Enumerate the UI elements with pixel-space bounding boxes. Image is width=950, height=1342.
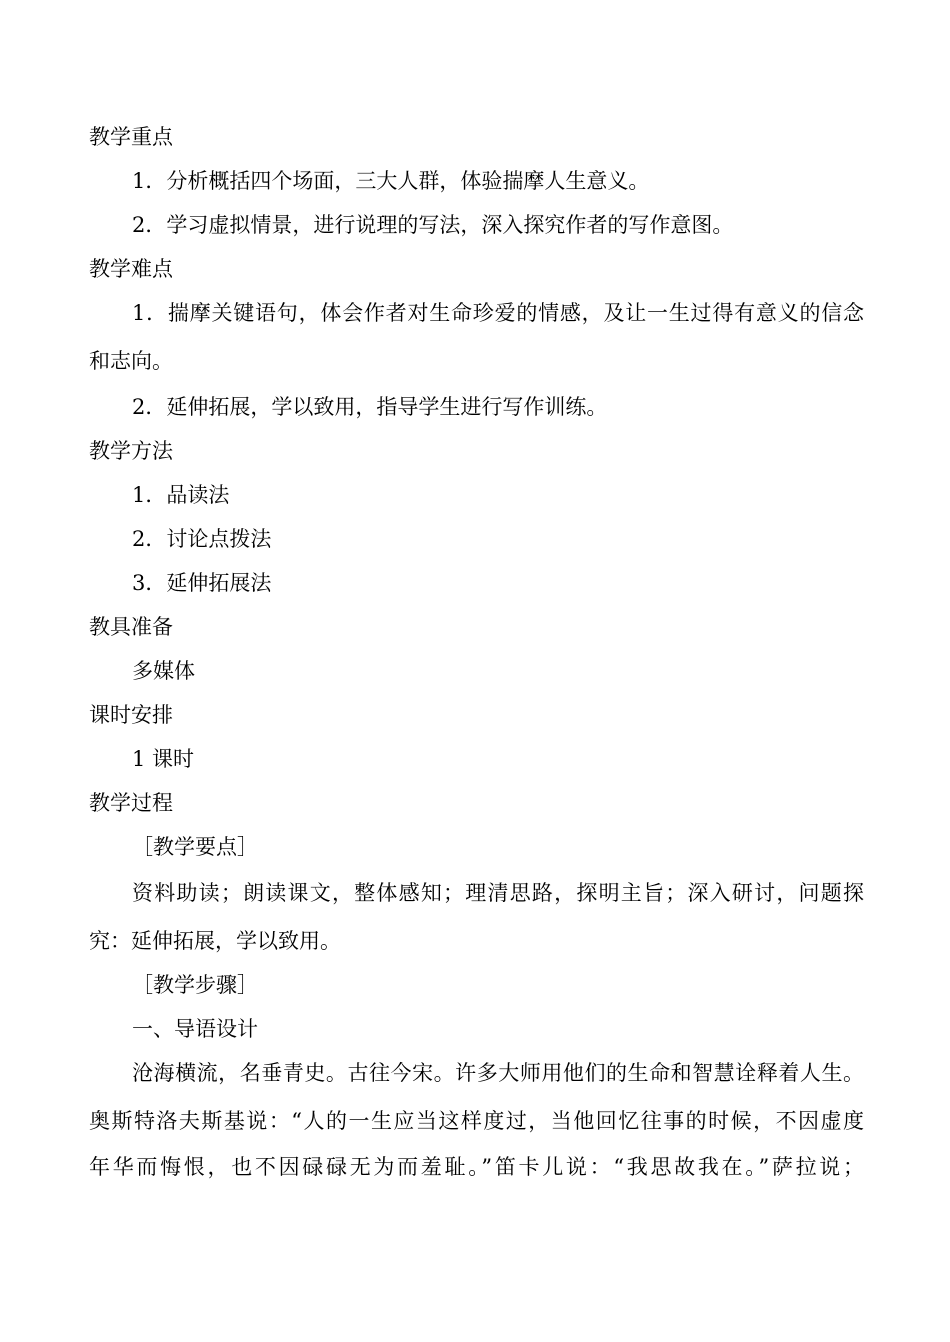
method-3: 3．延伸拓展法 (132, 571, 272, 595)
method-1: 1．品读法 (132, 483, 230, 507)
teaching-points-line-2: 究：延伸拓展，学以致用。 (89, 929, 341, 953)
heading-process: 教学过程 (89, 791, 173, 815)
heading-methods: 教学方法 (89, 439, 173, 463)
key-point-1: 1．分析概括四个场面，三大人群，体验揣摩人生意义。 (132, 169, 650, 193)
schedule-content: 1 课时 (132, 747, 195, 771)
difficulty-1-line-2: 和志向。 (89, 349, 173, 373)
teaching-points-line-1: 资料助读；朗读课文，整体感知；理清思路，探明主旨；深入研讨，问题探 (132, 881, 864, 905)
intro-paragraph-line-3: 年华而悔恨，也不因碌碌无为而羞耻。”笛卡儿说：“我思故我在。”萨拉说； (89, 1155, 864, 1179)
teaching-points-label: ［教学要点］ (132, 835, 258, 859)
heading-schedule: 课时安排 (89, 703, 173, 727)
heading-difficulties: 教学难点 (89, 257, 173, 281)
difficulty-2: 2．延伸拓展，学以致用，指导学生进行写作训练。 (132, 395, 608, 419)
method-2: 2．讨论点拨法 (132, 527, 272, 551)
difficulty-1-line-1: 1．揣摩关键语句，体会作者对生命珍爱的情感，及让一生过得有意义的信念 (132, 301, 864, 325)
teaching-steps-label: ［教学步骤］ (132, 973, 258, 997)
intro-paragraph-line-2: 奥斯特洛夫斯基说：“人的一生应当这样度过，当他回忆往事的时候，不因虚度 (89, 1109, 864, 1133)
heading-tools: 教具准备 (89, 615, 173, 639)
intro-paragraph-line-1: 沧海横流，名垂青史。古往今宋。许多大师用他们的生命和智慧诠释着人生。 (132, 1061, 864, 1085)
key-point-2: 2．学习虚拟情景，进行说理的写法，深入探究作者的写作意图。 (132, 213, 734, 237)
step-1-title: 一、导语设计 (132, 1017, 258, 1041)
heading-key-points: 教学重点 (89, 125, 173, 149)
tools-content: 多媒体 (132, 659, 195, 683)
